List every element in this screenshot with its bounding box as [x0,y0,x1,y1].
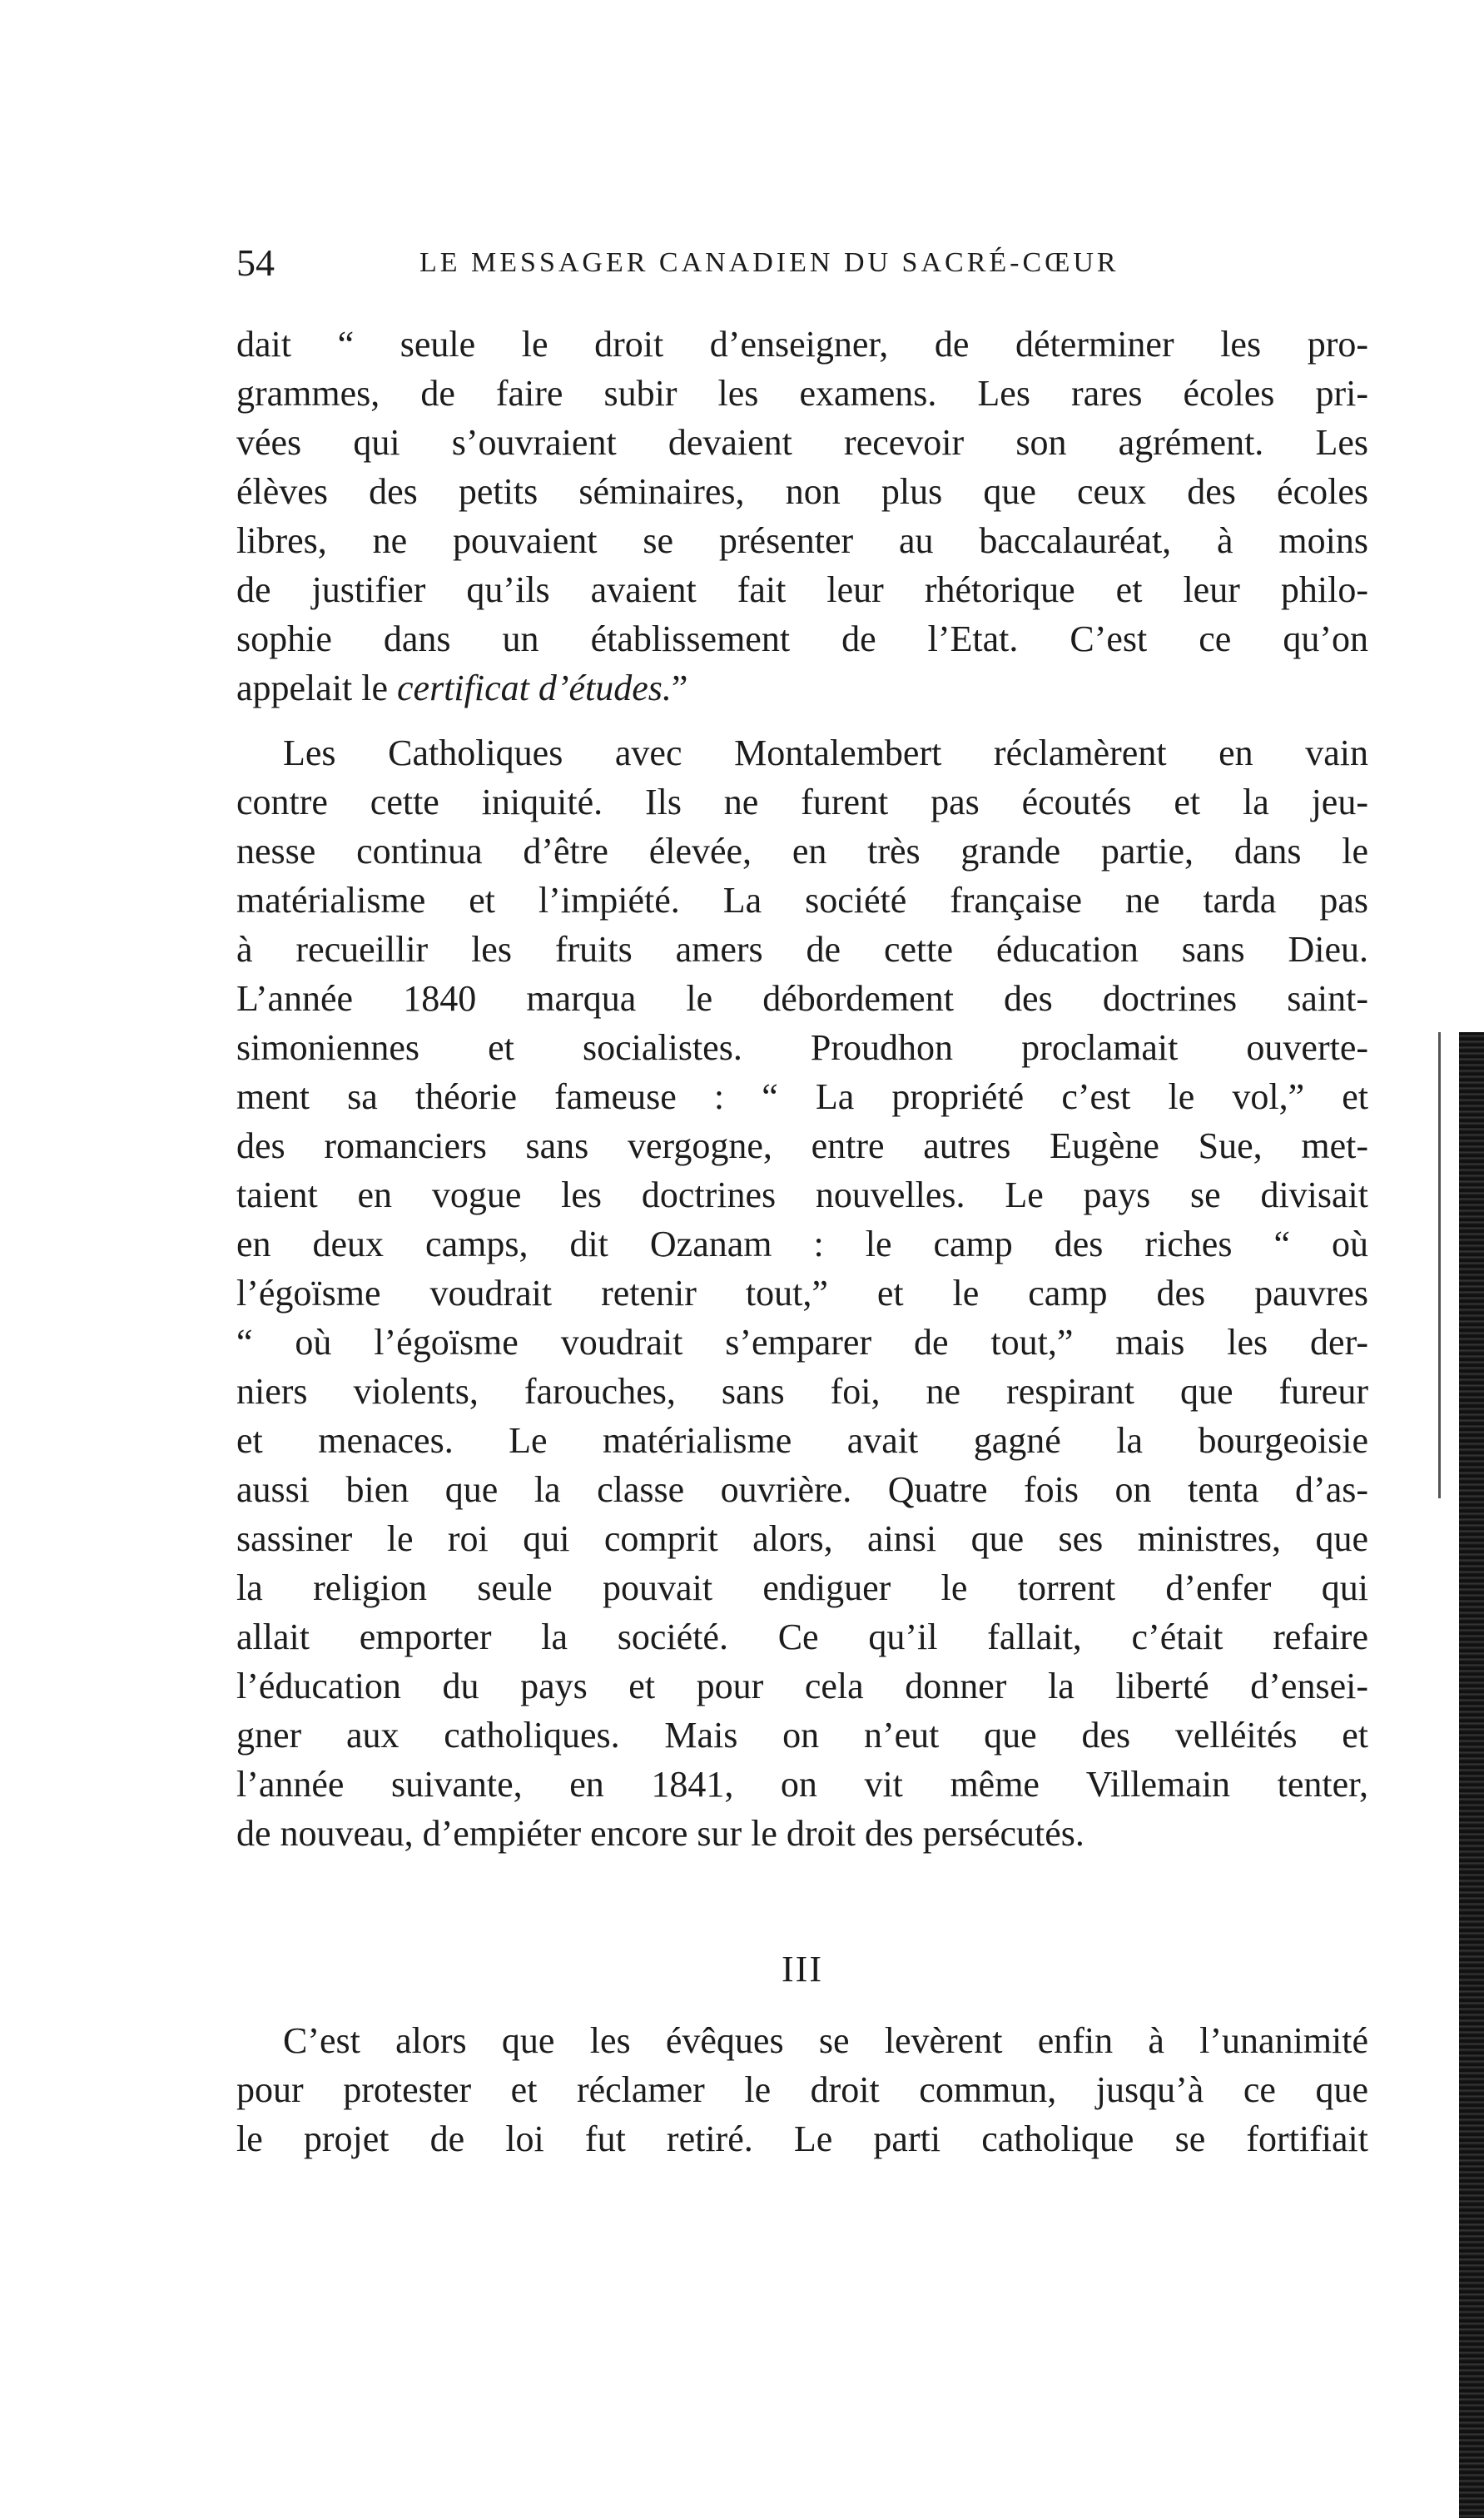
text-line: ment sa théorie fameuse : “ La propriété c’est le vol,” et [236,1076,1368,1117]
text-line: élèves des petits séminaires, non plus que ceux des écoles [236,471,1368,512]
text-line: C’est alors que les évêques se levèrent enfin à l’unanimité [283,2020,1368,2061]
text-line: L’année 1840 marqua le débordement des doctrines saint- [236,978,1368,1019]
text-line: “ où l’égoïsme voudrait s’emparer de tout,” mais les der- [236,1322,1368,1363]
section-heading: III [782,1949,823,1989]
text-line: allait emporter la société. Ce qu’il fallait, c’était refaire [236,1617,1368,1657]
text-fragment: appelait le [236,668,398,708]
text-line: libres, ne pouvaient se présenter au baccalauréat, à moins [236,520,1368,561]
scan-edge-line [1438,1032,1441,1498]
text-line: le projet de loi fut retiré. Le parti catholique se fortifiait [236,2118,1368,2159]
text-line: la religion seule pouvait endiguer le torrent d’enfer qui [236,1567,1368,1608]
text-line: matérialisme et l’impiété. La société française ne tarda pas [236,880,1368,921]
text-line: de justifier qu’ils avaient fait leur rhétorique et leur philo- [236,569,1368,610]
text-line: vées qui s’ouvraient devaient recevoir son agrément. Les [236,422,1368,463]
text-line: l’éducation du pays et pour cela donner la liberté d’ensei- [236,1666,1368,1706]
italic-term: certificat d’études. [397,668,672,708]
paragraph-2 [236,728,1368,1858]
text-line: aussi bien que la classe ouvrière. Quatre fois on tenta d’as- [236,1469,1368,1510]
text-line: l’égoïsme voudrait retenir tout,” et le camp des pauvres [236,1273,1368,1314]
text-line: pour protester et réclamer le droit commun, jusqu’à ce que [236,2069,1368,2110]
paragraph-3 [236,2016,1368,2163]
text-fragment: ” [671,668,688,708]
text-line-last: de nouveau, d’empiéter encore sur le droit des persécutés. [236,1813,1084,1854]
paragraph-1 [236,320,1368,713]
text-line: simoniennes et socialistes. Proudhon proclamait ouverte- [236,1027,1368,1068]
page-number: 54 [236,241,275,284]
running-title: LE MESSAGER CANADIEN DU SACRÉ-CŒUR [419,247,1119,278]
text-line: gner aux catholiques. Mais on n’eut que des velléités et [236,1715,1368,1756]
text-line: et menaces. Le matérialisme avait gagné la bourgeoisie [236,1420,1368,1461]
page-header [236,238,1368,288]
text-line: dait “ seule le droit d’enseigner, de déterminer les pro- [236,324,1368,365]
text-line: des romanciers sans vergogne, entre autres Eugène Sue, met- [236,1125,1368,1166]
text-line: sassiner le roi qui comprit alors, ainsi que ses ministres, que [236,1518,1368,1559]
text-line: sophie dans un établissement de l’Etat. C’est ce qu’on [236,618,1368,659]
text-line-last [236,663,1368,713]
text-line: l’année suivante, en 1841, on vit même Villemain tenter, [236,1764,1368,1805]
text-line: contre cette iniquité. Ils ne furent pas écoutés et la jeu- [236,782,1368,822]
text-line: à recueillir les fruits amers de cette éducation sans Dieu. [236,929,1368,970]
text-line: niers violents, farouches, sans foi, ne respirant que fureur [236,1371,1368,1412]
scan-edge-shadow [1459,1032,1484,2518]
text-line: taient en vogue les doctrines nouvelles. Le pays se divisait [236,1175,1368,1215]
text-line: Les Catholiques avec Montalembert réclamèrent en vain [283,733,1368,773]
text-line: en deux camps, dit Ozanam : le camp des riches “ où [236,1224,1368,1264]
text-line: grammes, de faire subir les examens. Les rares écoles pri- [236,373,1368,414]
text-line: nesse continua d’être élevée, en très grande partie, dans le [236,831,1368,872]
